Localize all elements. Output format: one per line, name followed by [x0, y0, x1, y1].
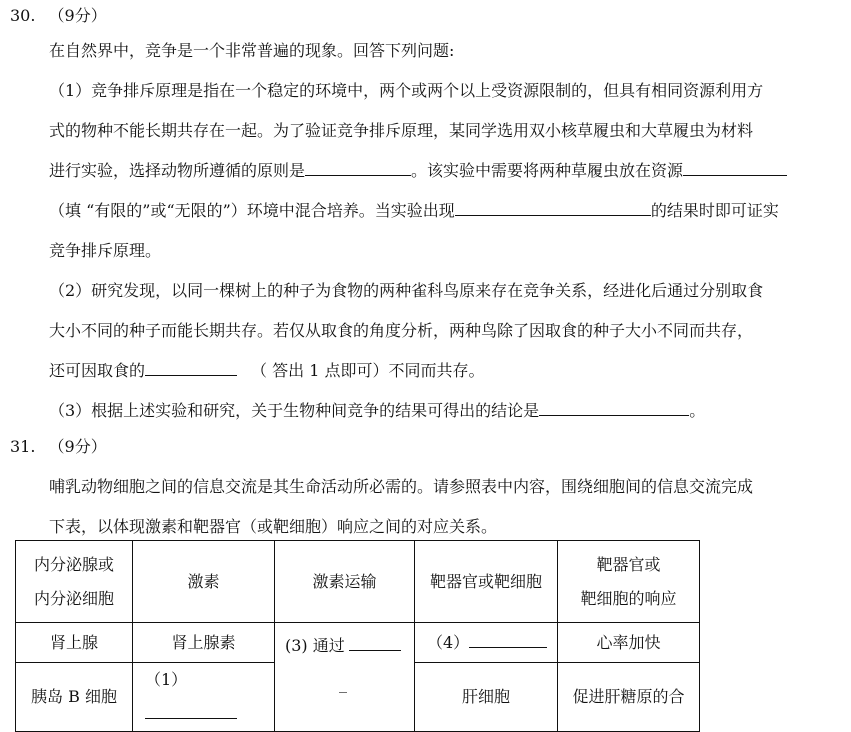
row1-target — [415, 623, 558, 663]
q30-header — [10, 6, 107, 26]
row1-transport — [285, 629, 401, 663]
q30-p3-text-b: 。 — [689, 401, 706, 420]
row1-gland: 肾上腺 — [16, 623, 133, 663]
answer-blank-hormone[interactable] — [145, 704, 237, 719]
q31-header — [10, 437, 107, 457]
q31-intro-line2: 下表，以体现激素和靶器官（或靶细胞）响应之间的对应关系。 — [49, 517, 498, 536]
header-response-line1: 靶器官或 — [596, 554, 661, 574]
header-response-line2: 靶细胞的响应 — [580, 588, 677, 608]
header-hormone: 激素 — [133, 541, 275, 623]
q30-p1-line1: （1）竞争排斥原理是指在一个稳定的环境中，两个或两个以上受资源限制的，但具有相同资源利用方 — [49, 81, 764, 100]
q30-p3-line1 — [49, 401, 705, 421]
header-gland — [16, 541, 133, 623]
q30-p1-line3 — [49, 161, 787, 181]
table-row — [16, 623, 700, 663]
answer-blank-resource[interactable] — [683, 161, 787, 176]
q30-score: （9分） — [48, 6, 107, 25]
header-transport: 激素运输 — [275, 541, 415, 623]
row1-response: 心率加快 — [558, 623, 700, 663]
row1-transport-cell — [275, 623, 415, 732]
row1-transport-label: (3) 通过 — [285, 636, 345, 655]
row2-gland: 胰岛 B 细胞 — [16, 663, 133, 732]
q30-p1-line5: 竞争排斥原理。 — [49, 241, 162, 260]
answer-blank-target[interactable] — [469, 633, 547, 648]
answer-blank-principle[interactable] — [305, 161, 411, 176]
q30-number: 30. — [10, 6, 36, 25]
q31-number: 31. — [10, 437, 36, 456]
q30-p2-text-a: 还可因取食的 — [49, 361, 146, 380]
header-response — [558, 541, 700, 623]
hormone-table — [15, 540, 700, 732]
q31-intro-line1: 哺乳动物细胞之间的信息交流是其生命活动所必需的。请参照表中内容，围绕细胞间的信息交流完成 — [49, 477, 754, 496]
q30-p2-line1: （2）研究发现，以同一棵树上的种子为食物的两种雀科鸟原来存在竞争关系，经进化后通过分别取食 — [49, 281, 764, 300]
q30-p1-line4 — [49, 201, 779, 221]
row1-hormone: 肾上腺素 — [133, 623, 275, 663]
row1-target-label: （4） — [427, 632, 470, 652]
answer-blank-feeding[interactable] — [145, 361, 237, 376]
q30-p2-text-b: （ 答出 1 点即可）不同而共存。 — [251, 361, 485, 380]
q30-intro: 在自然界中，竞争是一个非常普遍的现象。回答下列问题: — [49, 41, 455, 60]
row2-target: 肝细胞 — [415, 663, 558, 732]
row2-hormone-label: （1） — [145, 670, 188, 689]
header-gland-line2: 内分泌细胞 — [33, 588, 114, 608]
q30-p1-line2: 式的物种不能长期共存在一起。为了验证竞争排斥原理，某同学选用双小核草履虫和大草履虫为材料 — [49, 121, 754, 140]
row2-hormone — [133, 663, 275, 732]
header-target: 靶器官或靶细胞 — [415, 541, 558, 623]
q30-p1-text-d: 的结果时即可证实 — [650, 201, 779, 220]
answer-blank-conclusion[interactable] — [539, 401, 689, 416]
q30-p1-text-b: 。该实验中需要将两种草履虫放在资源 — [411, 161, 684, 180]
q30-p1-text-a: 进行实验，选择动物所遵循的原则是 — [49, 161, 306, 180]
q30-p2-line2: 大小不同的种子而能长期共存。若仅从取食的角度分析，两种鸟除了因取食的种子大小不同而共存， — [49, 321, 754, 340]
table-header-row — [16, 541, 700, 623]
q30-p2-line3 — [49, 361, 484, 381]
q31-score: （9分） — [48, 437, 107, 456]
q30-p1-text-c: （填 “有限的”或“无限的”）环境中混合培养。当实验出现 — [49, 201, 455, 220]
row2-transport: _ — [339, 674, 347, 693]
answer-blank-result[interactable] — [455, 201, 651, 216]
header-gland-line1: 内分泌腺或 — [33, 554, 114, 574]
row2-response: 促进肝糖原的合 — [558, 663, 700, 732]
q30-p3-text-a: （3）根据上述实验和研究，关于生物种间竞争的结果可得出的结论是 — [49, 401, 540, 420]
answer-blank-transport[interactable] — [349, 636, 401, 651]
